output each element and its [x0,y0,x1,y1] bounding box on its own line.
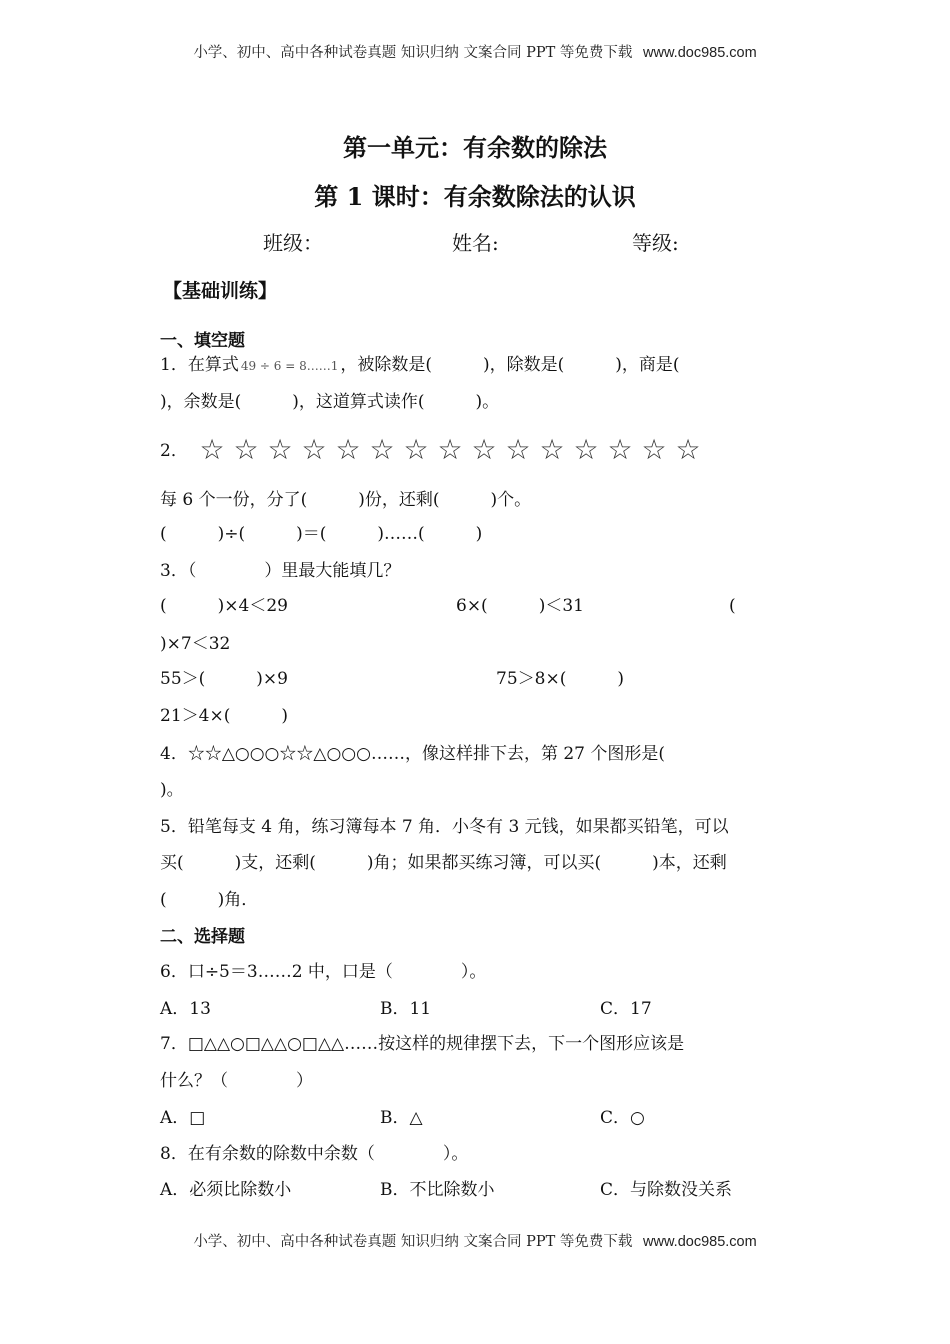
star-icon: ☆ [199,433,225,466]
q8-option-c[interactable]: C．与除数没关系 [600,1180,733,1200]
question-7-line-2: 什么？（ ） [160,1071,313,1091]
star-icon: ☆ [369,433,395,466]
page-header [0,41,950,62]
q3-item-c-open: ( [729,596,736,616]
star-icon: ☆ [403,433,429,466]
q6-option-c[interactable]: C．17 [600,999,652,1019]
star-icon: ☆ [539,433,565,466]
q8-option-b[interactable]: B．不比除数小 [380,1180,495,1200]
question-5-line-1: 5．铅笔每支 4 角，练习簿每本 7 角．小冬有 3 元钱，如果都买铅笔，可以 [160,817,729,837]
class-label: 班级： [263,231,323,255]
q8-option-a[interactable]: A．必须比除数小 [160,1180,292,1200]
question-8-stem: 8．在有余数的除数中余数（ ）。 [160,1144,469,1164]
header-text: 小学、初中、高中各种试卷真题 知识归纳 文案合同 PPT 等免费下载 [193,45,633,61]
question-2-number: 2． [160,441,188,461]
q7-option-c[interactable]: C．○ [600,1108,645,1128]
question-1-line-2: )，余数是( )，这道算式读作( )。 [160,392,500,412]
footer-link[interactable]: www.doc985.com [643,1234,757,1250]
q1-text-b: ，被除数是( )，除数是( )，商是( [340,355,680,375]
question-5-line-3: ( )角． [160,890,259,910]
question-4-line-1: 4．☆☆△○○○☆☆△○○○……，像这样排下去，第 27 个图形是( [160,744,666,764]
star-icon: ☆ [607,433,633,466]
question-4-line-2: )。 [160,780,184,800]
fill-in-heading: 一、填空题 [160,331,245,351]
lesson-title: 第 1 课时：有余数除法的认识 [314,182,636,211]
footer-text: 小学、初中、高中各种试卷真题 知识归纳 文案合同 PPT 等免费下载 [193,1234,633,1250]
star-row [195,433,705,467]
question-3-stem: 3．（ ）里最大能填几？ [160,561,401,581]
star-icon: ☆ [641,433,667,466]
q6-option-a[interactable]: A．13 [160,999,211,1019]
star-icon: ☆ [573,433,599,466]
q7-option-a[interactable]: A．□ [160,1108,206,1128]
star-icon: ☆ [505,433,531,466]
q1-text-a: 1．在算式 [160,355,239,375]
star-icon: ☆ [675,433,701,466]
star-icon: ☆ [301,433,327,466]
question-1-line-1 [160,353,680,378]
question-2-line-1: 每 6 个一份，分了( )份，还剩( )个。 [160,490,532,510]
header-link[interactable]: www.doc985.com [643,45,757,61]
choice-heading: 二、选择题 [160,927,245,947]
q3-item-f: 21＞4×( ) [160,706,288,726]
star-icon: ☆ [267,433,293,466]
star-icon: ☆ [335,433,361,466]
question-7-line-1: 7．□△△○□△△○□△△……按这样的规律摆下去，下一个图形应该是 [160,1034,685,1054]
q3-item-a: ( )×4＜29 [160,596,288,616]
page-footer [0,1230,950,1251]
q3-item-c: )×7＜32 [160,634,231,654]
q3-item-e: 75＞8×( ) [496,669,624,689]
question-5-line-2: 买( )支，还剩( )角；如果都买练习簿，可以买( )本，还剩 [160,853,727,873]
basic-training-heading: 【基础训练】 [163,280,278,302]
q3-item-b: 6×( )＜31 [456,596,584,616]
q3-item-d: 55＞( )×9 [160,669,288,689]
q6-option-b[interactable]: B．11 [380,999,432,1019]
q7-option-b[interactable]: B．△ [380,1108,423,1128]
page-title: 第一单元：有余数的除法 [343,133,607,162]
question-6-stem: 6．口÷5＝3……2 中，口是（ ）。 [160,962,487,982]
star-icon: ☆ [233,433,259,466]
name-label: 姓名: [452,231,499,255]
star-icon: ☆ [437,433,463,466]
grade-label: 等级: [632,231,679,255]
star-icon: ☆ [471,433,497,466]
q1-formula: 49 ÷ 6 = 8……1 [240,359,339,373]
question-2-line-2: ( )÷( )＝( )……( ) [160,524,483,544]
